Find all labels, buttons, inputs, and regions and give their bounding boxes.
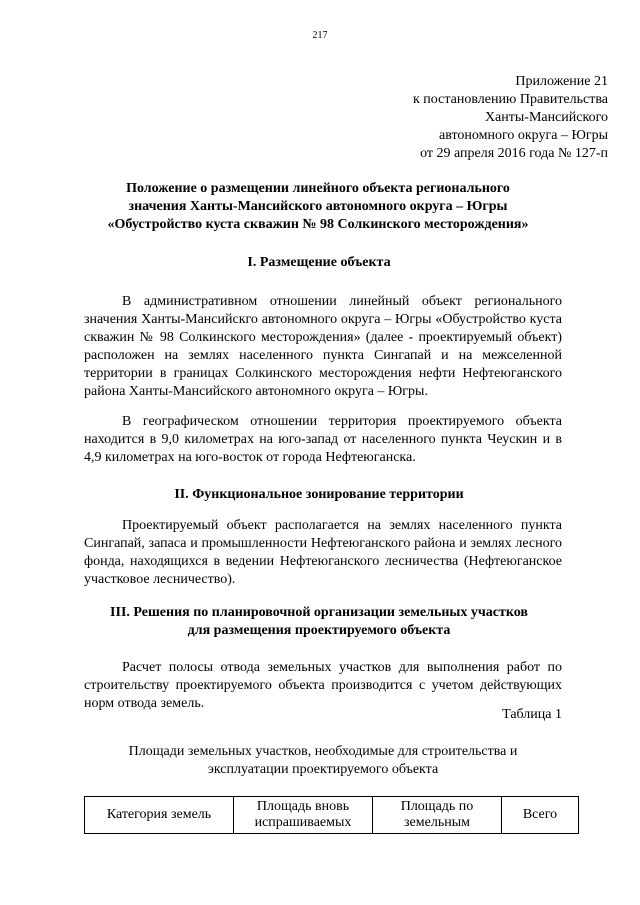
appendix-line: к постановлению Правительства <box>412 92 608 107</box>
section-heading-line: III. Решения по планировочной организации земельных участков <box>110 605 528 620</box>
header-cell <box>234 797 373 834</box>
table-header-row <box>85 797 579 834</box>
header-cell-line: земельным <box>404 815 470 830</box>
section-heading-line: для размещения проектируемого объекта <box>187 623 451 638</box>
appendix-line: от 29 апреля 2016 года № 127-п <box>420 146 608 161</box>
paragraph: В географическом отношении территория проектируемого объекта находится в 9,0 километрах на юго-запад от населенного пункта Чеускин и в 4,9 километрах на юго-восток от города Нефтеюганска. <box>84 414 562 465</box>
header-cell: Категория земель <box>85 797 234 834</box>
header-cell-line: Площадь по <box>400 799 474 814</box>
paragraph: Проектируемый объект располагается на землях населенного пункта Сингапай, запаса и промышленности Нефтеюганского района и землях лесного фонда, находящихся в ведении Нефтеюганского лесничества (Нефтеюганское участковое лесничество). <box>84 518 562 587</box>
appendix-line: Ханты-Мансийского <box>484 110 608 125</box>
appendix-line: Приложение 21 <box>515 74 608 89</box>
title-line: значения Ханты-Мансийского автономного округа – Югры <box>128 199 508 214</box>
title-line: Положение о размещении линейного объекта регионального <box>126 181 510 196</box>
document-title <box>90 180 546 234</box>
section-heading: II. Функциональное зонирование территории <box>174 487 464 502</box>
table-label: Таблица 1 <box>502 707 562 722</box>
header-cell: Всего <box>502 797 579 834</box>
caption-line: Площади земельных участков, необходимые для строительства и <box>128 744 518 759</box>
header-cell-line: Площадь вновь <box>256 799 350 814</box>
title-line: «Обустройство куста скважин № 98 Солкинского месторождения» <box>107 217 529 232</box>
paragraph: В административном отношении линейный объект регионального значения Ханты-Мансийскго автономного округа – Югры «Обустройство куста скважин № 98 Солкинского месторождения» (далее - проектируемый объект) расположен на землях населенного пункта Сингапай и на межселенной территории в границах Солкинского месторождения нефти Нефтеюганского района Ханты-Мансийского автономного округа – Югры. <box>84 294 562 399</box>
table-caption <box>84 743 562 779</box>
appendix-line: автономного округа – Югры <box>439 128 608 143</box>
page-number: 217 <box>312 30 328 41</box>
header-cell-line: испрашиваемых <box>254 815 352 830</box>
header-cell <box>373 797 502 834</box>
section-heading <box>84 604 554 640</box>
land-area-table <box>84 796 579 834</box>
section-heading: I. Размещение объекта <box>247 255 391 270</box>
caption-line: эксплуатации проектируемого объекта <box>207 762 439 777</box>
appendix-block <box>413 73 608 163</box>
paragraph: Расчет полосы отвода земельных участков для выполнения работ по строительству проектируемого объекта производится с учетом действующих норм отвода земель. <box>84 660 562 711</box>
